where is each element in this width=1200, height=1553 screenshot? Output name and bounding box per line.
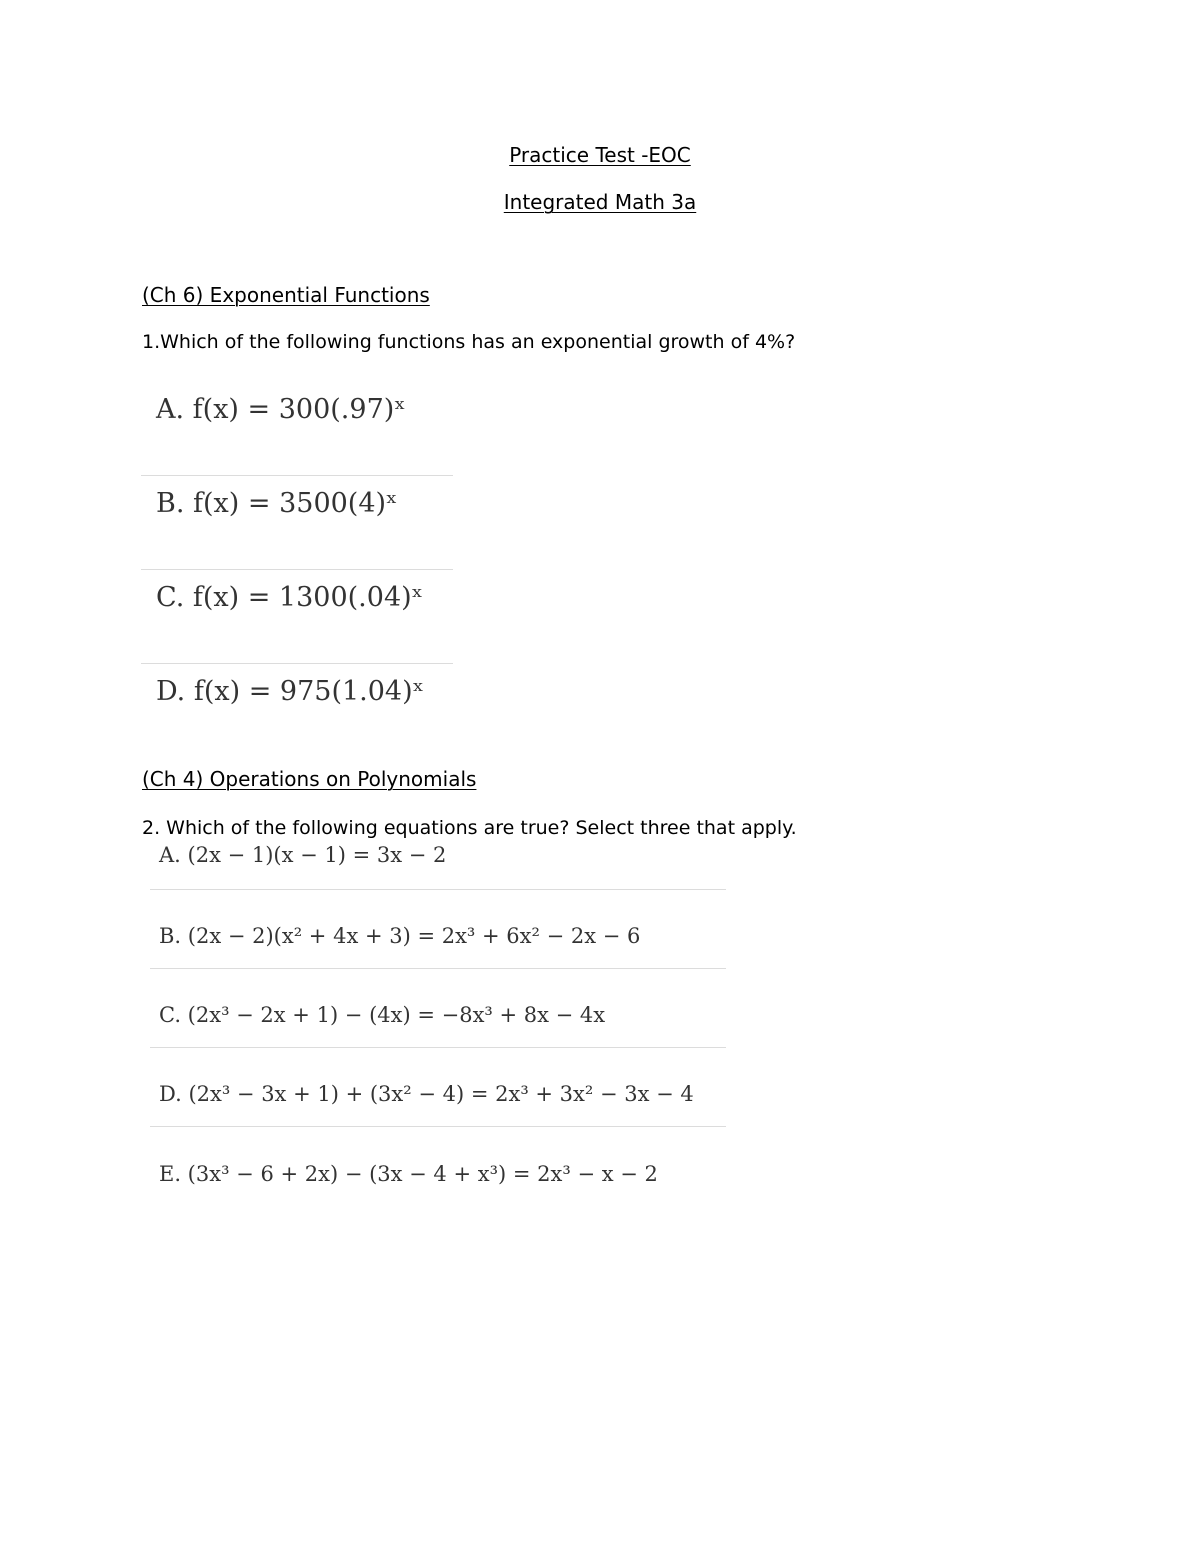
section-heading-polynomials: (Ch 4) Operations on Polynomials	[142, 767, 477, 791]
choice-row	[141, 382, 453, 476]
choice-e-equation: E. (3x³ − 6 + 2x) − (3x − 4 + x³) = 2x³ − x − 2	[159, 1162, 658, 1186]
choice-c-equation: C. (2x³ − 2x + 1) − (4x) = −8x³ + 8x − 4x	[159, 1003, 606, 1027]
choice-row	[141, 476, 453, 570]
question-2-text: 2. Which of the following equations are true? Select three that apply.	[142, 817, 797, 839]
choice-d-formula: D. f(x) = 975(1.04)ˣ	[156, 676, 425, 707]
choice-a-equation: A. (2x − 1)(x − 1) = 3x − 2	[159, 843, 447, 867]
choice-row	[141, 570, 453, 664]
choice-row	[150, 1048, 726, 1127]
choice-b-equation: B. (2x − 2)(x² + 4x + 3) = 2x³ + 6x² − 2x − 6	[159, 924, 641, 948]
question-1-choices	[141, 382, 453, 758]
section-heading-exponential: (Ch 6) Exponential Functions	[142, 283, 430, 307]
choice-d-equation: D. (2x³ − 3x + 1) + (3x² − 4) = 2x³ + 3x² − 3x − 4	[159, 1082, 694, 1106]
choice-row	[150, 890, 726, 969]
choice-row	[150, 1127, 726, 1206]
page-title: Practice Test -EOC	[509, 143, 691, 167]
choice-row	[150, 969, 726, 1048]
choice-row	[150, 826, 726, 890]
choice-c-formula: C. f(x) = 1300(.04)ˣ	[156, 582, 424, 613]
question-1-text: 1.Which of the following functions has an exponential growth of 4%?	[142, 331, 796, 353]
choice-a-formula: A. f(x) = 300(.97)ˣ	[156, 394, 406, 425]
question-2-choices	[150, 826, 726, 1206]
page-subtitle: Integrated Math 3a	[503, 190, 697, 214]
choice-row	[141, 664, 453, 758]
choice-b-formula: B. f(x) = 3500(4)ˣ	[156, 488, 398, 519]
